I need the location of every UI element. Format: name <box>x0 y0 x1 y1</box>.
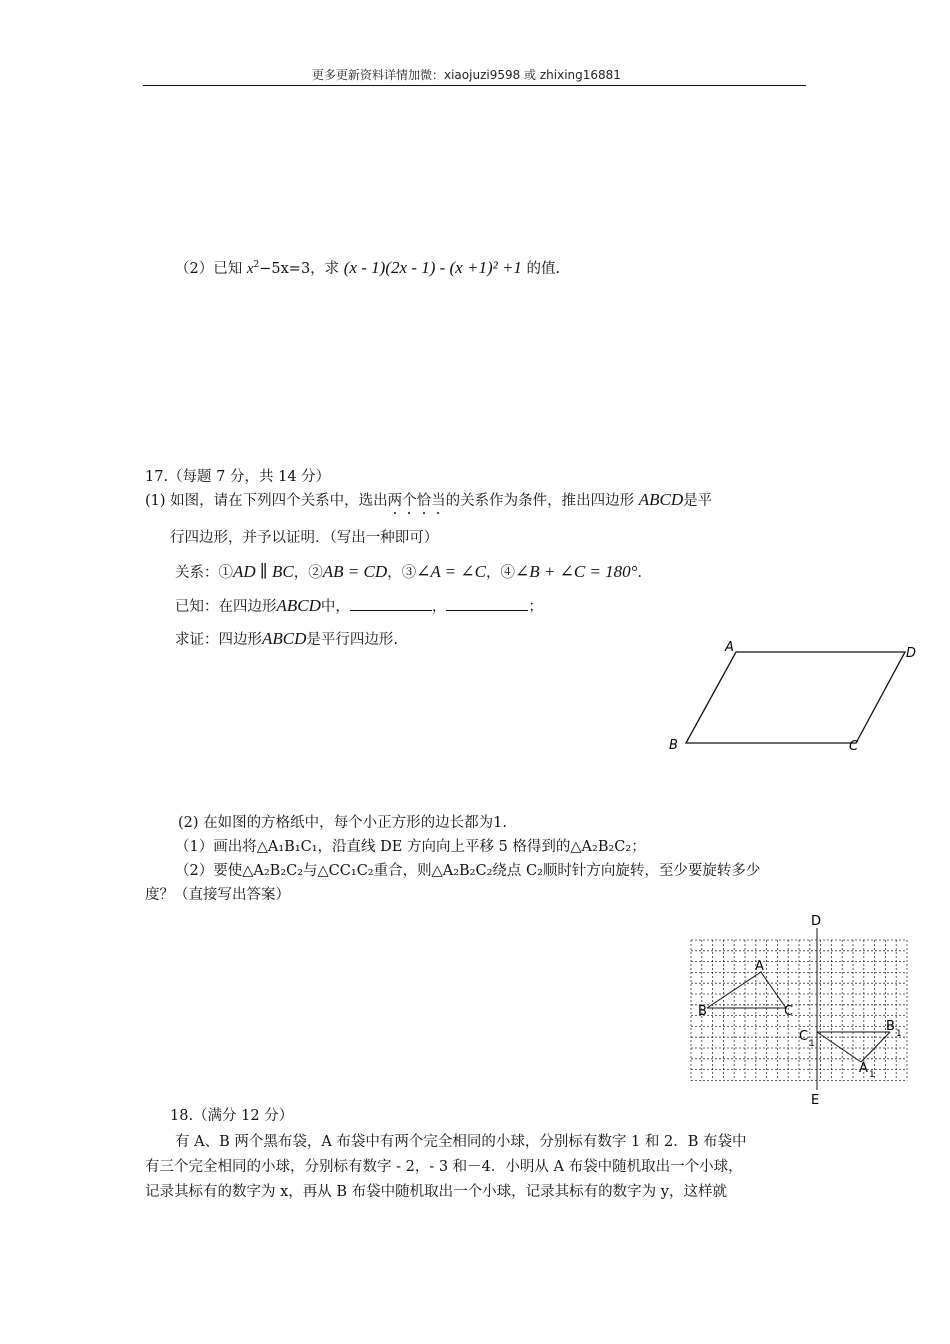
grid-label-B: B <box>698 1004 707 1019</box>
known-blank-2[interactable] <box>446 597 528 611</box>
segment-C1A1 <box>817 1032 861 1062</box>
label-D: D <box>906 646 917 661</box>
header-rule <box>143 85 806 86</box>
q17-known: 已知：在四边形ABCD中， ， ； <box>175 596 543 615</box>
grid-label-C1-sub: 1 <box>809 1039 815 1049</box>
q16-expression: (x - 1)(2x - 1) - (x +1)² +1 <box>343 258 522 277</box>
grid-label-A: A <box>755 959 764 974</box>
q17-part1-line2: 行四边形，并予以证明．（写出一种即可） <box>170 530 439 546</box>
q18-line3: 记录其标有的数字为 x，再从 B 布袋中随机取出一个小球，记录其标有的数字为 y，这样就 <box>145 1184 727 1200</box>
q17-part2-line1: (2) 在如图的方格纸中，每个小正方形的边长都为1. <box>178 815 507 831</box>
grid-label-C: C <box>784 1004 794 1019</box>
q16-part2: （2）已知 $x^2-5x=3$，求 (x - 1)(2x - 1) - (x +1)² +1 的值. <box>175 258 561 277</box>
q17-part1-line1: (1) 如图，请在下列四个关系中，选出两个恰当的关系作为条件，推出四边形 ABCD是平 <box>145 490 713 509</box>
q18-heading: 18.（满分 12 分） <box>170 1108 294 1124</box>
known-blank-1[interactable] <box>350 597 432 611</box>
q17-part2-line2: （1）画出将△A₁B₁C₁，沿直线 DE 方向向上平移 5 格得到的△A₂B₂C₂； <box>175 839 646 855</box>
q17-relations: 关系：①AD ∥ BC，②AB = CD，③∠A = ∠C，④∠B + ∠C = 180°． <box>175 562 652 581</box>
parallelogram-figure <box>660 635 930 760</box>
grid-label-A1: A <box>859 1061 868 1076</box>
q18-line2: 有三个完全相同的小球，分别标有数字 - 2，- 3 和－4．小明从 A 布袋中随机取出一个小球， <box>145 1159 743 1175</box>
grid-label-E: E <box>811 1093 820 1108</box>
dashed-grid <box>691 940 907 1080</box>
grid-label-C1: C <box>799 1029 809 1044</box>
label-C: C <box>849 739 859 754</box>
q17-heading: 17.（每题 7 分，共 14 分） <box>145 469 331 485</box>
grid-label-D: D <box>811 914 822 929</box>
grid-label-A1-sub: 1 <box>869 1070 875 1080</box>
parallelogram-shape <box>686 652 905 743</box>
q17-prove: 求证：四边形ABCD是平行四边形. <box>175 629 398 648</box>
label-B: B <box>669 738 678 753</box>
q17-part2-line3: （2）要使△A₂B₂C₂与△CC₁C₂重合，则△A₂B₂C₂绕点 C₂顺时针方向旋转，至少要旋转多少 <box>175 863 761 879</box>
grid-figure <box>680 910 920 1110</box>
label-A: A <box>725 640 734 655</box>
triangle-ABC <box>707 972 786 1008</box>
q18-line1: 有 A、B 两个黑布袋，A 布袋中有两个完全相同的小球，分别标有数字 1 和 2．B 布袋中 <box>175 1134 747 1150</box>
q17-part2-line4: 度？（直接写出答案） <box>145 887 290 903</box>
grid-label-B1-sub: 1 <box>896 1029 902 1039</box>
page-header: 更多更新资料详情加微：xiaojuzi9598 或 zhixing16881 <box>312 68 621 82</box>
grid-label-B1: B <box>886 1019 895 1034</box>
